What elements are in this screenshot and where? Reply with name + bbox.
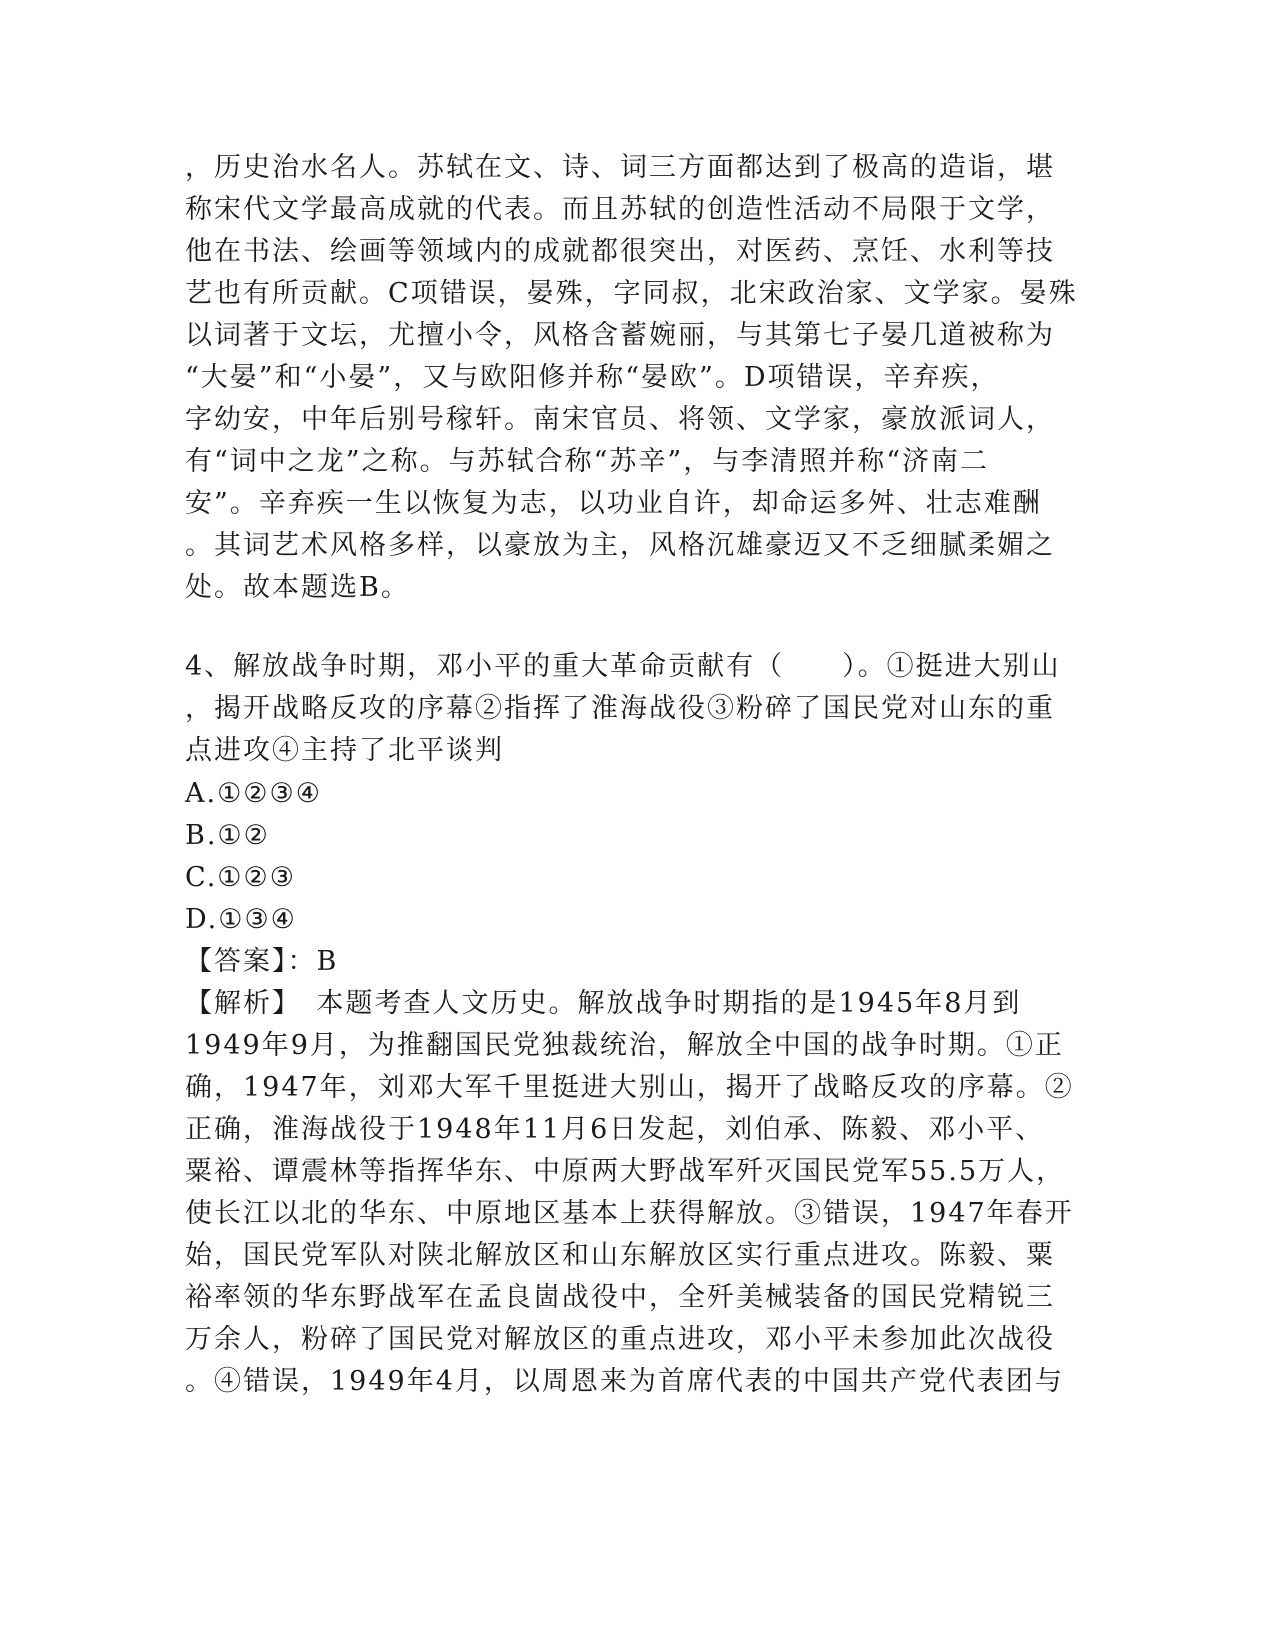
analysis-line: 粟裕、谭震林等指挥华东、中原两大野战军歼灭国民党军55.5万人， [185, 1156, 1066, 1187]
option-d: D.①③④ [185, 904, 297, 935]
question-line: ，揭开战略反攻的序幕②指挥了淮海战役③粉碎了国民党对山东的重 [185, 693, 1055, 724]
answer-options [185, 773, 1085, 941]
explanation-line: 以词著于文坛，尤擅小令，风格含蓄婉丽，与其第七子晏几道被称为 [185, 320, 1055, 351]
analysis-line: 。④错误，1949年4月，以周恩来为首席代表的中国共产党代表团与 [185, 1366, 1064, 1397]
explanation-line: 有“词中之龙”之称。与苏轼合称“苏辛”，与李清照并称“济南二 [185, 446, 990, 477]
previous-question-explanation [185, 147, 1085, 609]
question-line: 点进攻④主持了北平谈判 [185, 735, 504, 766]
analysis-line: 始，国民党军队对陕北解放区和山东解放区实行重点进攻。陈毅、粟 [185, 1240, 1055, 1271]
analysis-section [185, 983, 1085, 1403]
analysis-line: 1949年9月，为推翻国民党独裁统治，解放全中国的战争时期。①正 [185, 1030, 1064, 1061]
option-b: B.①② [185, 820, 270, 851]
explanation-line: 艺也有所贡献。C项错误，晏殊，字同叔，北宋政治家、文学家。晏殊 [185, 278, 1078, 309]
explanation-line: “大晏”和“小晏”，又与欧阳修并称“晏欧”。D项错误，辛弃疾， [185, 362, 1000, 393]
option-c: C.①②③ [185, 862, 296, 893]
question-stem [185, 646, 1085, 772]
analysis-line: 正确，淮海战役于1948年11月6日发起，刘伯承、陈毅、邓小平、 [185, 1114, 1045, 1145]
analysis-line: 使长江以北的华东、中原地区基本上获得解放。③错误，1947年春开 [185, 1198, 1074, 1229]
explanation-line: 字幼安，中年后别号稼轩。南宋官员、将领、文学家，豪放派词人， [185, 404, 1055, 435]
explanation-line: 。其词艺术风格多样，以豪放为主，风格沉雄豪迈又不乏细腻柔媚之 [185, 530, 1055, 561]
analysis-line: 确，1947年，刘邓大军千里挺进大别山，揭开了战略反攻的序幕。② [185, 1072, 1074, 1103]
analysis-line: 万余人，粉碎了国民党对解放区的重点进攻，邓小平未参加此次战役 [185, 1324, 1055, 1355]
explanation-line: 安”。辛弃疾一生以恢复为志，以功业自许，却命运多舛、壮志难酬 [185, 488, 1042, 519]
explanation-line: ，历史治水名人。苏轼在文、诗、词三方面都达到了极高的造诣，堪 [185, 152, 1055, 183]
answer-line: 【答案】：B [185, 946, 339, 977]
option-a: A.①②③④ [185, 778, 322, 809]
explanation-line: 处。故本题选B。 [185, 572, 410, 603]
analysis-line: 裕率领的华东野战军在孟良崮战役中，全歼美械装备的国民党精锐三 [185, 1282, 1055, 1313]
answer-key [185, 941, 1085, 983]
analysis-line: 【解析】 本题考查人文历史。解放战争时期指的是1945年8月到 [185, 988, 1022, 1019]
question-line: 4、解放战争时期，邓小平的重大革命贡献有（ ）。①挺进大别山 [185, 651, 1061, 682]
explanation-line: 称宋代文学最高成就的代表。而且苏轼的创造性活动不局限于文学， [185, 194, 1055, 225]
explanation-line: 他在书法、绘画等领域内的成就都很突出，对医药、烹饪、水利等技 [185, 236, 1055, 267]
